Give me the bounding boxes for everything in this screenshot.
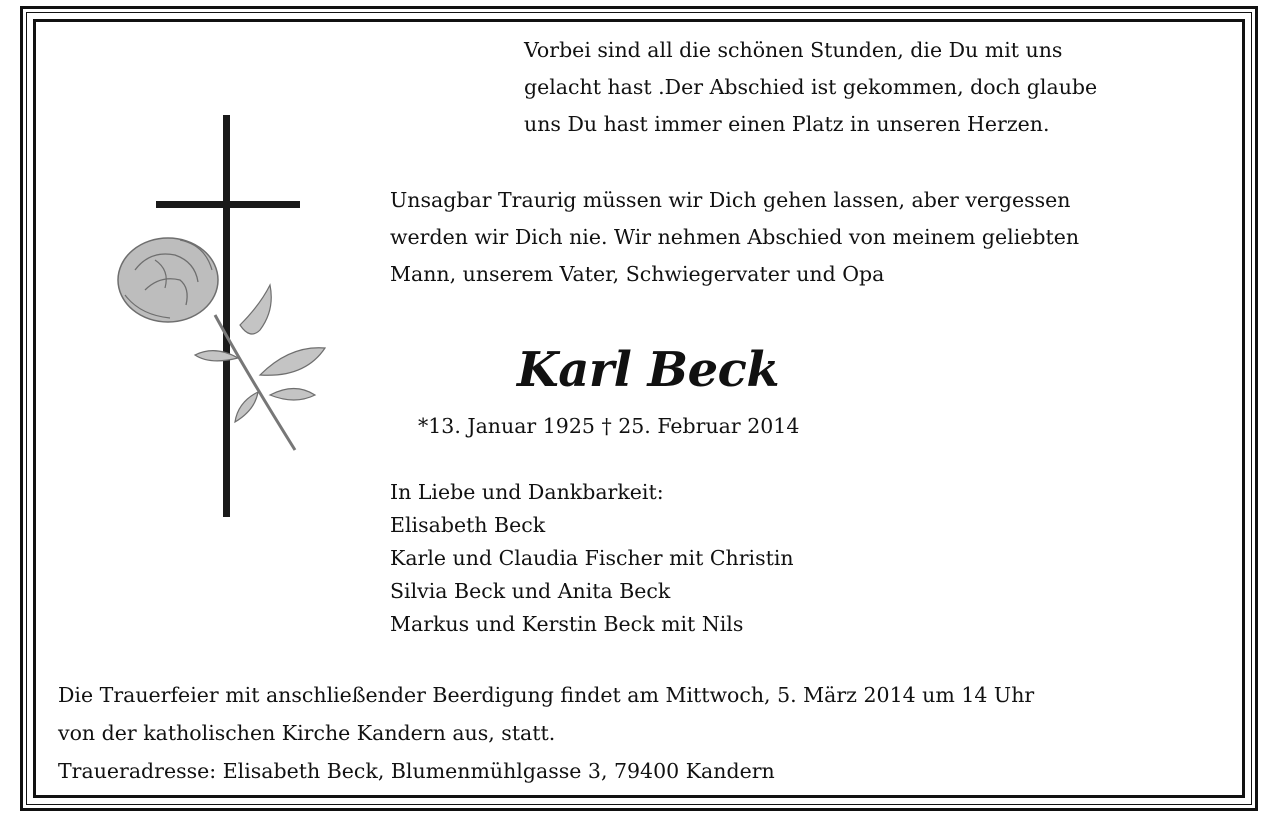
mourner-name: Elisabeth Beck: [390, 513, 546, 537]
verse-line: uns Du hast immer einen Platz in unseren Herzen.: [524, 112, 1050, 136]
mourners-heading: In Liebe und Dankbarkeit:: [390, 480, 664, 504]
mourning-address: Traueradresse: Elisabeth Beck, Blumenmühlgasse 3, 79400 Kandern: [58, 759, 775, 783]
verse-line: Vorbei sind all die schönen Stunden, die Du mit uns: [524, 38, 1063, 62]
intro-line: Mann, unserem Vater, Schwiegervater und Opa: [390, 262, 885, 286]
verse-line: gelacht hast .Der Abschied ist gekommen, doch glaube: [524, 75, 1098, 99]
funeral-details: [58, 676, 1034, 790]
mourner-name: Markus und Kerstin Beck mit Nils: [390, 612, 744, 636]
cross-with-rose-icon: [110, 110, 340, 520]
intro-text: [390, 182, 1240, 293]
funeral-location-line: von der katholischen Kirche Kandern aus, statt.: [58, 721, 556, 745]
intro-line: werden wir Dich nie. Wir nehmen Abschied von meinem geliebten: [390, 225, 1080, 249]
funeral-info-line: Die Trauerfeier mit anschließender Beerdigung findet am Mittwoch, 5. März 2014 um 14 Uhr: [58, 683, 1035, 707]
verse: [524, 32, 1224, 143]
life-dates: *13. Januar 1925 † 25. Februar 2014: [418, 414, 800, 438]
mourner-name: Silvia Beck und Anita Beck: [390, 579, 671, 603]
mourner-name: Karle und Claudia Fischer mit Christin: [390, 546, 794, 570]
deceased-name: Karl Beck: [517, 342, 780, 398]
intro-line: Unsagbar Traurig müssen wir Dich gehen lassen, aber vergessen: [390, 188, 1071, 212]
mourners-list: [390, 476, 794, 641]
